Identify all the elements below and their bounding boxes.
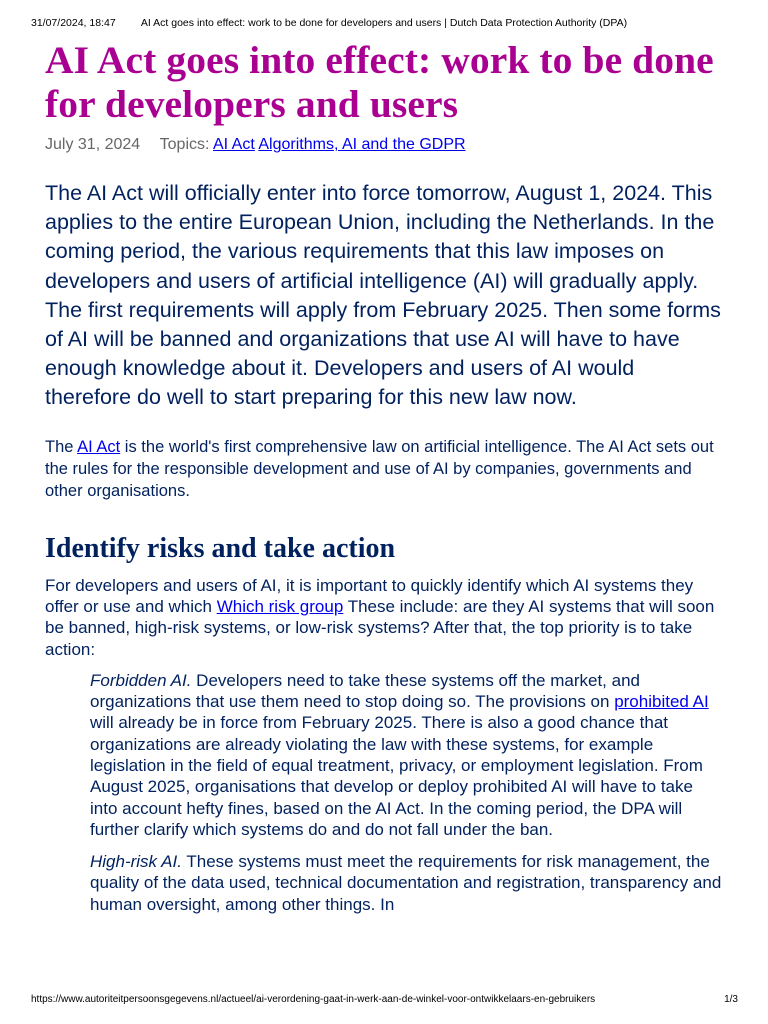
high-risk-text: These systems must meet the requirements for risk management, the quality of the data used, technical documentation and registration, transparency and human oversight, among other things. In: [90, 852, 722, 914]
print-url: https://www.autoriteitpersoonsgegevens.nl/actueel/ai-verordening-gaat-in-werk-aan-de-winkel-voor-ontwikkelaars-en-gebruikers: [31, 994, 596, 1005]
page-number: 1/3: [724, 994, 738, 1005]
section-text-after: These include: are they AI systems that will soon be banned, high-risk systems, or low-risk systems? After that, the top priority is to take action:: [45, 596, 715, 659]
forbidden-text-before: Developers need to take these systems off the market, and organizations that use them need to stop doing so. The provisions on: [90, 670, 640, 712]
topics-label: Topics:: [159, 136, 210, 153]
article: [45, 38, 725, 915]
section-paragraph: [45, 575, 725, 660]
forbidden-text-after: will already be in force from February 2025. There is also a good chance that organizations are already violating the law with these systems, for example legislation in the field of equal treatment, privacy, or employment legislation. From August 2025, organisations that develop or deploy prohibited AI will have to take into account hefty fines, based on the AI Act. In the coming period, the DPA will further clarify which systems do and do not fall under the ban.: [90, 713, 703, 839]
intro-text-after: is the world's first comprehensive law on artificial intelligence. The AI Act sets out the rules for the responsible development and use of AI by companies, governments and other organisations.: [45, 437, 714, 500]
print-datetime: 31/07/2024, 18:47: [31, 17, 116, 29]
article-meta: [45, 135, 725, 155]
forbidden-ai-item: [90, 670, 722, 840]
topic-link-algorithms-ai-gdpr[interactable]: Algorithms, AI and the GDPR: [258, 136, 466, 153]
print-footer: [0, 994, 768, 1014]
prohibited-ai-link[interactable]: prohibited AI: [614, 692, 709, 712]
lead-paragraph: The AI Act will officially enter into force tomorrow, August 1, 2024. This applies to the entire European Union, including the Netherlands. In the coming period, the various requirements that this law imposes on developers and users of artificial intelligence (AI) will gradually apply. The first requirements will apply from February 2025. Then some forms of AI will be banned and organizations that use AI will have to have enough knowledge about it. Developers and users of AI would therefore do well to start preparing for this new law now.: [45, 181, 721, 410]
article-date: July 31, 2024: [45, 136, 141, 153]
print-header: [0, 0, 768, 30]
ai-act-link[interactable]: AI Act: [77, 437, 121, 456]
print-document-title: AI Act goes into effect: work to be done for developers and users | Dutch Data Protection Authority (DPA): [140, 17, 628, 29]
high-risk-ai-label: High-risk AI.: [90, 852, 182, 872]
topic-link-ai-act[interactable]: AI Act: [213, 136, 255, 153]
intro-text-before: The: [45, 437, 78, 456]
forbidden-ai-label: Forbidden AI.: [90, 670, 192, 690]
section-text-before: For developers and users of AI, it is important to quickly identify which AI systems they offer or use and which: [45, 575, 694, 616]
article-title: AI Act goes into effect: work to be done for developers and users: [45, 38, 714, 126]
section-heading: Identify risks and take action: [45, 532, 396, 564]
intro-paragraph: [45, 436, 725, 502]
risk-group-link[interactable]: Which risk group: [216, 596, 344, 616]
high-risk-ai-item: [90, 851, 722, 915]
